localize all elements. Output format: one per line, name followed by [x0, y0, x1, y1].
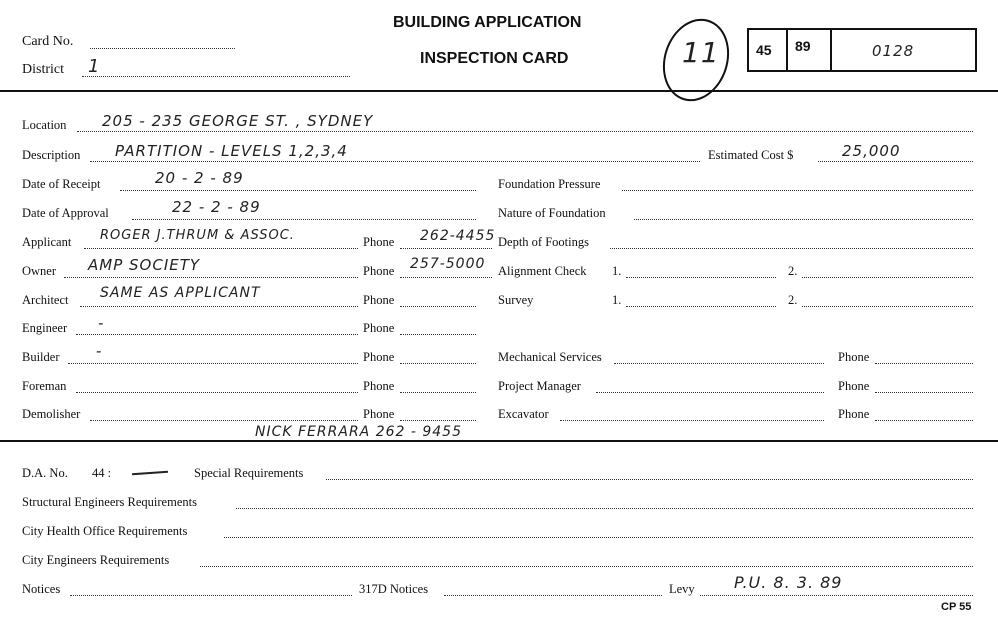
description-value: PARTITION - LEVELS 1,2,3,4	[115, 142, 348, 160]
levy-field[interactable]	[700, 595, 973, 596]
demolisher-phone-field[interactable]	[400, 420, 476, 421]
city-eng-label: City Engineers Requirements	[22, 553, 170, 567]
date-receipt-label: Date of Receipt	[22, 177, 101, 191]
location-value: 205 - 235 GEORGE ST. , SYDNEY	[102, 112, 374, 130]
owner-phone-value: 257-5000	[410, 256, 486, 272]
alignment-check-num-1: 1.	[612, 264, 622, 278]
handwritten-contact-note: NICK FERRARA 262 - 9455	[255, 424, 462, 440]
excavator-phone-label: Phone	[838, 407, 870, 421]
applicant-phone-label: Phone	[363, 235, 395, 249]
foundation-pressure-label: Foundation Pressure	[498, 177, 601, 191]
date-approval-label: Date of Approval	[22, 206, 109, 220]
alignment-check-label: Alignment Check	[498, 264, 587, 278]
architect-label: Architect	[22, 293, 69, 307]
da-no-dash	[132, 471, 168, 476]
owner-phone-label: Phone	[363, 264, 395, 278]
engineer-label: Engineer	[22, 321, 68, 335]
location-label: Location	[22, 118, 67, 132]
description-label: Description	[22, 148, 81, 162]
health-field[interactable]	[224, 537, 973, 538]
reference-number-2: 89	[795, 38, 811, 54]
architect-phone-label: Phone	[363, 293, 395, 307]
circled-number: 11	[682, 36, 720, 69]
levy-label: Levy	[669, 582, 695, 596]
health-label: City Health Office Requirements	[22, 524, 188, 538]
special-req-label: Special Requirements	[194, 466, 304, 480]
card-no-label: Card No.	[22, 34, 74, 49]
da-no-value: 44 :	[92, 466, 112, 480]
project-manager-field[interactable]	[596, 392, 824, 393]
title-line-2: INSPECTION CARD	[420, 50, 569, 67]
applicant-phone-field[interactable]	[400, 248, 492, 249]
nature-foundation-field[interactable]	[634, 219, 973, 220]
foundation-pressure-field[interactable]	[622, 190, 973, 191]
title-line-1: BUILDING APPLICATION	[393, 14, 582, 31]
alignment-check-field-1[interactable]	[626, 277, 776, 278]
architect-field[interactable]	[80, 306, 358, 307]
engineer-phone-field[interactable]	[400, 334, 476, 335]
date-approval-field[interactable]	[132, 219, 476, 220]
date-receipt-field[interactable]	[120, 190, 476, 191]
estimated-cost-value: 25,000	[842, 142, 901, 160]
section-rule	[0, 440, 998, 442]
project-manager-phone-field[interactable]	[875, 392, 973, 393]
reference-number-1: 45	[756, 42, 772, 58]
survey-num-2: 2.	[788, 293, 798, 307]
demolisher-phone-label: Phone	[363, 407, 395, 421]
da-no-label: D.A. No.	[22, 466, 68, 480]
reference-box	[747, 28, 977, 72]
reference-divider-2	[830, 28, 832, 70]
date-receipt-value: 20 - 2 - 89	[155, 169, 244, 187]
description-field[interactable]	[90, 161, 700, 162]
architect-phone-field[interactable]	[400, 306, 476, 307]
builder-label: Builder	[22, 350, 60, 364]
structural-field[interactable]	[236, 508, 973, 509]
notices-label: Notices	[22, 582, 61, 596]
alignment-check-field-2[interactable]	[802, 277, 973, 278]
owner-field[interactable]	[64, 277, 358, 278]
reference-divider-1	[786, 28, 788, 70]
mechanical-field[interactable]	[614, 363, 824, 364]
excavator-label: Excavator	[498, 407, 549, 421]
owner-value: AMP SOCIETY	[88, 256, 201, 274]
demolisher-label: Demolisher	[22, 407, 81, 421]
levy-value: P.U. 8. 3. 89	[734, 573, 843, 592]
foreman-phone-label: Phone	[363, 379, 395, 393]
builder-phone-label: Phone	[363, 350, 395, 364]
date-approval-value: 22 - 2 - 89	[172, 198, 261, 216]
builder-value: -	[96, 342, 103, 360]
district-label: District	[22, 62, 64, 77]
alignment-check-num-2: 2.	[788, 264, 798, 278]
project-manager-label: Project Manager	[498, 379, 581, 393]
mechanical-label: Mechanical Services	[498, 350, 602, 364]
district-field[interactable]	[82, 76, 350, 77]
builder-phone-field[interactable]	[400, 363, 476, 364]
district-value: 1	[88, 56, 101, 77]
notices-317d-field[interactable]	[444, 595, 662, 596]
survey-field-1[interactable]	[626, 306, 776, 307]
nature-foundation-label: Nature of Foundation	[498, 206, 606, 220]
foreman-field[interactable]	[76, 392, 358, 393]
mechanical-phone-label: Phone	[838, 350, 870, 364]
owner-phone-field[interactable]	[400, 277, 492, 278]
applicant-value: ROGER J.THRUM & ASSOC.	[100, 228, 295, 243]
applicant-field[interactable]	[84, 248, 358, 249]
notices-field[interactable]	[70, 595, 352, 596]
special-req-field[interactable]	[326, 479, 973, 480]
city-eng-field[interactable]	[200, 566, 973, 567]
survey-label: Survey	[498, 293, 534, 307]
form-code: CP 55	[941, 601, 972, 613]
depth-footings-label: Depth of Footings	[498, 235, 589, 249]
reference-number-3: 0128	[872, 42, 915, 60]
header-rule	[0, 90, 998, 92]
structural-label: Structural Engineers Requirements	[22, 495, 197, 509]
engineer-field[interactable]	[76, 334, 358, 335]
engineer-value: -	[98, 314, 105, 332]
demolisher-field[interactable]	[90, 420, 358, 421]
applicant-label: Applicant	[22, 235, 72, 249]
excavator-field[interactable]	[560, 420, 824, 421]
project-manager-phone-label: Phone	[838, 379, 870, 393]
architect-value: SAME AS APPLICANT	[100, 285, 261, 301]
depth-footings-field[interactable]	[610, 248, 973, 249]
location-field[interactable]	[77, 131, 973, 132]
estimated-cost-label: Estimated Cost $	[708, 148, 794, 162]
owner-label: Owner	[22, 264, 57, 278]
applicant-phone-value: 262-4455	[420, 228, 496, 244]
notices-317d-label: 317D Notices	[359, 582, 429, 596]
engineer-phone-label: Phone	[363, 321, 395, 335]
builder-field[interactable]	[68, 363, 358, 364]
estimated-cost-field[interactable]	[818, 161, 973, 162]
survey-num-1: 1.	[612, 293, 622, 307]
foreman-phone-field[interactable]	[400, 392, 476, 393]
survey-field-2[interactable]	[802, 306, 973, 307]
excavator-phone-field[interactable]	[875, 420, 973, 421]
foreman-label: Foreman	[22, 379, 67, 393]
mechanical-phone-field[interactable]	[875, 363, 973, 364]
card-no-field[interactable]	[90, 48, 235, 49]
